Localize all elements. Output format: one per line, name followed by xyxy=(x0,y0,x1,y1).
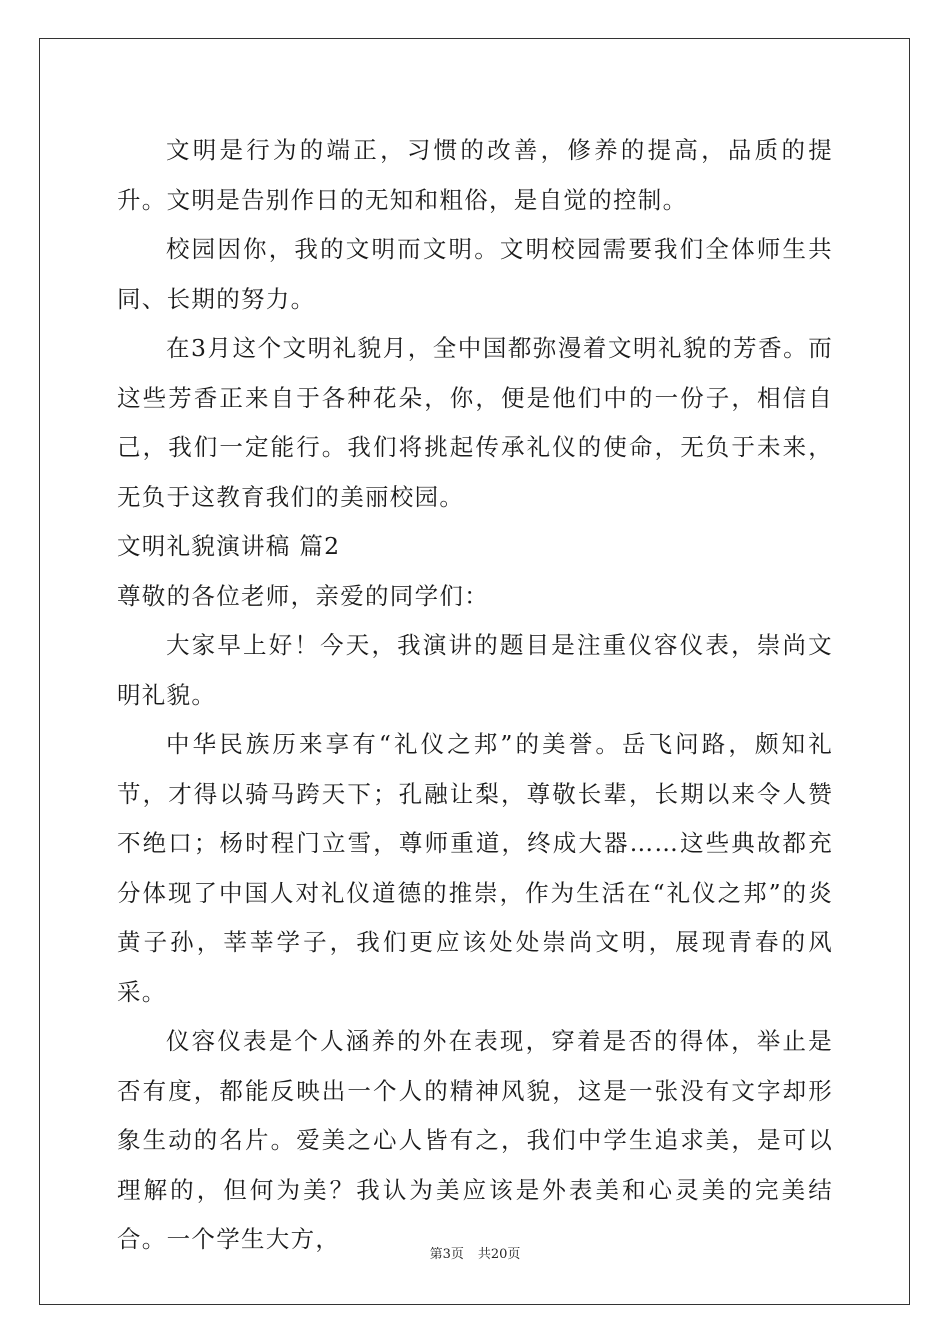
document-body xyxy=(117,126,833,1265)
section-heading: 文明礼貌演讲稿 篇2 xyxy=(117,532,341,560)
paragraph-6: 仪容仪表是个人涵养的外在表现，穿着是否的得体，举止是否有度，都能反映出一个人的精神风貌，这是一张没有文字却形象生动的名片。爱美之心人皆有之，我们中学生追求美，是可以理解的，但何为美？我认为美应该是外表美和心灵美的完美结合。一个学生大方， xyxy=(117,1027,833,1253)
paragraph-5: 中华民族历来享有“礼仪之邦”的美誉。岳飞问路，颇知礼节，才得以骑马跨天下；孔融让梨，尊敬长辈，长期以来令人赞不绝口；杨时程门立雪，尊师重道，终成大器……这些典故都充分体现了中国人对礼仪道德的推崇，作为生活在“礼仪之邦”的炎黄子孙，莘莘学子，我们更应该处处崇尚文明，展现青春的风采。 xyxy=(117,730,833,1006)
paragraph-2: 校园因你，我的文明而文明。文明校园需要我们全体师生共同、长期的努力。 xyxy=(117,235,833,313)
paragraph-1: 文明是行为的端正，习惯的改善，修养的提高，品质的提升。文明是告别作日的无知和粗俗，是自觉的控制。 xyxy=(117,136,833,214)
paragraph-4: 大家早上好！今天，我演讲的题目是注重仪容仪表，崇尚文明礼貌。 xyxy=(117,631,833,709)
page-total: 共20页 xyxy=(477,1247,521,1262)
salutation: 尊敬的各位老师，亲爱的同学们： xyxy=(117,581,489,610)
page-number: 第3页 xyxy=(429,1247,464,1262)
paragraph-3: 在3月这个文明礼貌月，全中国都弥漫着文明礼貌的芳香。而这些芳香正来自于各种花朵，你，便是他们中的一份子，相信自己，我们一定能行。我们将挑起传承礼仪的使命，无负于未来，无负于这教育我们的美丽校园。 xyxy=(117,334,833,511)
page-footer xyxy=(0,1247,950,1263)
